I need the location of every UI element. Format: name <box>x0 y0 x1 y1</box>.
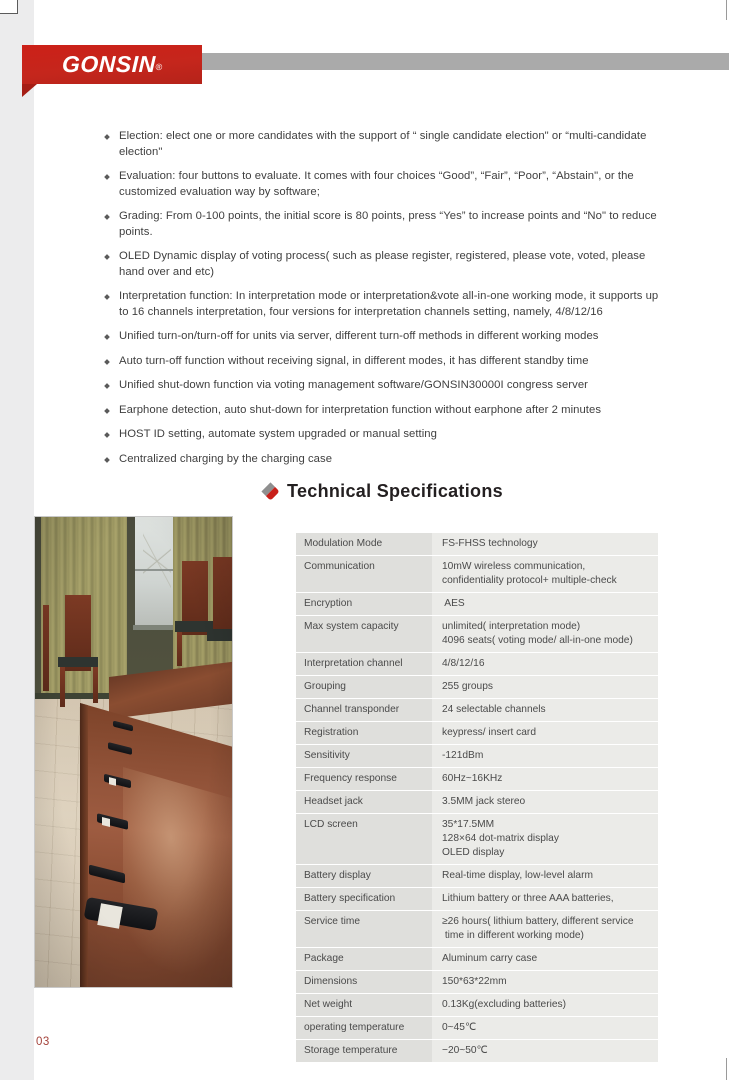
list-item: HOST ID setting, automate system upgraded or manual setting <box>104 427 668 443</box>
table-row <box>296 768 658 791</box>
spec-key: Max system capacity <box>296 616 432 653</box>
left-margin-strip <box>0 0 34 1080</box>
feature-list <box>104 129 668 476</box>
spec-value: 0.13Kg(excluding batteries) <box>432 994 658 1017</box>
spec-key: Grouping <box>296 676 432 699</box>
right-edge-line-top <box>726 0 727 20</box>
spec-value: -121dBm <box>432 745 658 768</box>
spec-value: Aluminum carry case <box>432 948 658 971</box>
table-row <box>296 1040 658 1063</box>
table-row <box>296 722 658 745</box>
section-heading <box>263 481 503 502</box>
table-row <box>296 533 658 556</box>
page-header <box>0 45 729 95</box>
list-item: Centralized charging by the charging case <box>104 452 668 468</box>
table-row <box>296 593 658 616</box>
spec-value: 24 selectable channels <box>432 699 658 722</box>
table-row <box>296 865 658 888</box>
spec-key: Battery display <box>296 865 432 888</box>
spec-value: Real-time display, low-level alarm <box>432 865 658 888</box>
spec-key: Encryption <box>296 593 432 616</box>
spec-key: Modulation Mode <box>296 533 432 556</box>
spec-key: Net weight <box>296 994 432 1017</box>
table-row <box>296 948 658 971</box>
table-row <box>296 653 658 676</box>
spec-key: operating temperature <box>296 1017 432 1040</box>
list-item: Evaluation: four buttons to evaluate. It comes with four choices “Good”, “Fair”, “Poor”, “Abstain", or the customized evaluation way by software; <box>104 169 668 200</box>
table-row <box>296 676 658 699</box>
page-title: Technical Specifications <box>287 481 503 501</box>
table-row <box>296 971 658 994</box>
table-row <box>296 888 658 911</box>
corner-crop-mark <box>0 0 18 14</box>
spec-value: 35*17.5MM 128×64 dot-matrix display OLED display <box>432 814 658 865</box>
list-item: Interpretation function: In interpretation mode or interpretation&vote all-in-one working mode, it supports up to 16 channels interpretation, four versions for interpretation channels setting, namely, 4/8/12/16 <box>104 289 668 320</box>
logo-banner-notch <box>22 84 37 97</box>
spec-key: Headset jack <box>296 791 432 814</box>
table-row <box>296 791 658 814</box>
technical-specifications-table <box>296 533 658 1063</box>
spec-value: 60Hz~16KHz <box>432 768 658 791</box>
spec-value: −20~50℃ <box>432 1040 658 1063</box>
spec-key: Sensitivity <box>296 745 432 768</box>
list-item: Unified shut-down function via voting management software/GONSIN30000I congress server <box>104 378 668 394</box>
spec-key: Interpretation channel <box>296 653 432 676</box>
spec-key: Channel transponder <box>296 699 432 722</box>
list-item: OLED Dynamic display of voting process( such as please register, registered, please vote, voted, please hand over and etc) <box>104 249 668 280</box>
spec-value: 150*63*22mm <box>432 971 658 994</box>
header-gray-bar <box>202 53 729 70</box>
spec-value: keypress/ insert card <box>432 722 658 745</box>
spec-value: 3.5MM jack stereo <box>432 791 658 814</box>
spec-value: 4/8/12/16 <box>432 653 658 676</box>
table-row <box>296 556 658 593</box>
conference-room-photo <box>34 516 233 988</box>
brand-logo-name: GONSIN <box>61 51 156 77</box>
page-number: 03 <box>36 1036 50 1048</box>
table-row <box>296 814 658 865</box>
spec-value: AES <box>432 593 658 616</box>
registered-trademark-icon: ® <box>155 62 163 72</box>
brand-logo-banner <box>22 45 202 84</box>
spec-key: Frequency response <box>296 768 432 791</box>
spec-key: Battery specification <box>296 888 432 911</box>
spec-key: LCD screen <box>296 814 432 865</box>
list-item: Grading: From 0-100 points, the initial score is 80 points, press “Yes” to increase points and “No" to reduce points. <box>104 209 668 240</box>
list-item: Earphone detection, auto shut-down for interpretation function without earphone after 2 minutes <box>104 403 668 419</box>
spec-key: Service time <box>296 911 432 948</box>
spec-value: ≥26 hours( lithium battery, different service time in different working mode) <box>432 911 658 948</box>
list-item: Unified turn-on/turn-off for units via server, different turn-off methods in different working modes <box>104 329 668 345</box>
brand-logo-text <box>61 51 163 78</box>
table-row <box>296 699 658 722</box>
spec-value: 255 groups <box>432 676 658 699</box>
spec-key: Storage temperature <box>296 1040 432 1063</box>
table-row <box>296 911 658 948</box>
table-row <box>296 745 658 768</box>
list-item: Auto turn-off function without receiving signal, in different modes, it has different standby time <box>104 354 668 370</box>
spec-value: Lithium battery or three AAA batteries, <box>432 888 658 911</box>
spec-key: Package <box>296 948 432 971</box>
spec-key: Communication <box>296 556 432 593</box>
spec-key: Registration <box>296 722 432 745</box>
table-body <box>296 533 658 1063</box>
spec-value: unlimited( interpretation mode) 4096 seats( voting mode/ all-in-one mode) <box>432 616 658 653</box>
spec-value: 10mW wireless communication, confidentiality protocol+ multiple-check <box>432 556 658 593</box>
spec-value: 0~45℃ <box>432 1017 658 1040</box>
diamond-bullet-icon <box>263 484 278 499</box>
list-item: Election: elect one or more candidates with the support of “ single candidate election" or “multi-candidate election" <box>104 129 668 160</box>
right-edge-line-bottom <box>726 1058 727 1080</box>
table-row <box>296 616 658 653</box>
spec-key: Dimensions <box>296 971 432 994</box>
spec-value: FS-FHSS technology <box>432 533 658 556</box>
table-row <box>296 994 658 1017</box>
table-row <box>296 1017 658 1040</box>
